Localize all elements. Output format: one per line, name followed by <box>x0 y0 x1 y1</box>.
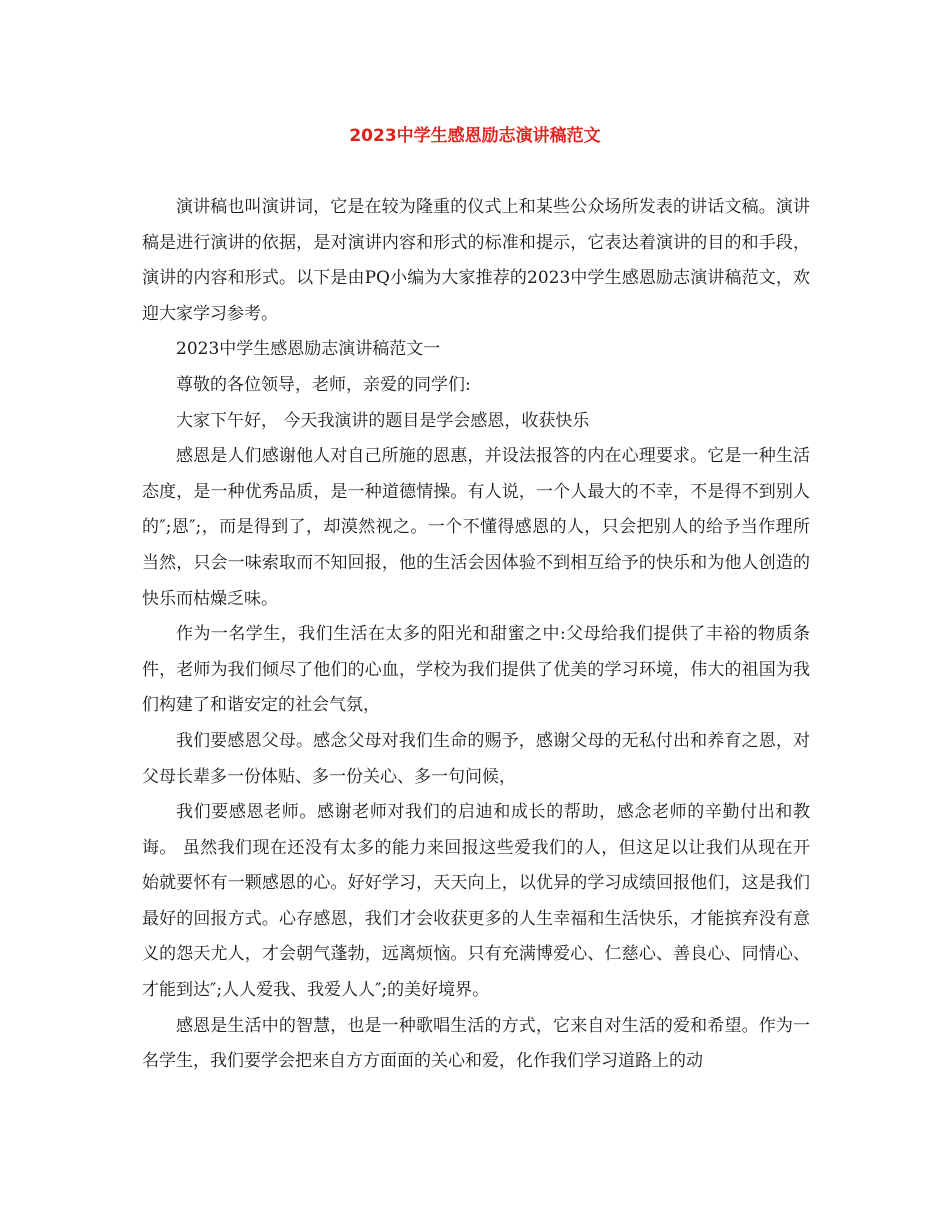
body-paragraph: 作为一名学生，我们生活在太多的阳光和甜蜜之中:父母给我们提供了丰裕的物质条件，老师为我们倾尽了他们的心血，学校为我们提供了优美的学习环境，伟大的祖国为我们构建了和谐安定的社会气氛， <box>142 624 810 716</box>
document-title: 2023中学生感恩励志演讲稿范文 <box>349 126 601 146</box>
salutation: 尊敬的各位领导，老师，亲爱的同学们: <box>176 374 471 395</box>
body-paragraph: 感恩是人们感谢他人对自己所施的恩惠，并设法报答的内在心理要求。它是一种生活态度，是一种优秀品质，是一种道德情操。有人说，一个人最大的不幸，不是得不到别人的″;恩″;，而是得到了，却漠然视之。一个不懂得感恩的人，只会把别人的给予当作理所当然，只会一味索取而不知回报，他的生活会因体验不到相互给予的快乐和为他人创造的快乐而枯燥乏味。 <box>142 446 810 609</box>
body-paragraph: 我们要感恩老师。感谢老师对我们的启迪和成长的帮助，感念老师的辛勤付出和教诲。 虽然我们现在还没有太多的能力来回报这些爱我们的人，但这足以让我们从现在开始就要怀有一颗感恩的心。好好学习，天天向上，以优异的学习成绩回报他们，这是我们最好的回报方式。心存感恩，我们才会收获更多的人生幸福和生活快乐，才能摈弃没有意义的怨天尤人，才会朝气蓬勃，远离烦恼。只有充满博爱心、仁慈心、善良心、同情心、才能到达″;人人爱我、我爱人人″;的美好境界。 <box>142 802 810 1001</box>
document-body <box>142 190 810 1080</box>
body-paragraph: 我们要感恩父母。感念父母对我们生命的赐予，感谢父母的无私付出和养育之恩，对父母长辈多一份体贴、多一份关心、多一句问候， <box>142 730 810 787</box>
intro-paragraph: 演讲稿也叫演讲词，它是在较为隆重的仪式上和某些公众场所发表的讲话文稿。演讲稿是进行演讲的依据，是对演讲内容和形式的标准和提示，它表达着演讲的目的和手段，演讲的内容和形式。以下是由PQ小编为大家推荐的2023中学生感恩励志演讲稿范文，欢迎大家学习参考。 <box>142 197 810 324</box>
body-paragraph: 感恩是生活中的智慧，也是一种歌唱生活的方式，它来自对生活的爱和希望。作为一名学生，我们要学会把来自方方面面的关心和爱，化作我们学习道路上的动 <box>142 1015 810 1072</box>
section-heading: 2023中学生感恩励志演讲稿范文一 <box>176 339 441 360</box>
greeting: 大家下午好， 今天我演讲的题目是学会感恩，收获快乐 <box>176 410 590 431</box>
